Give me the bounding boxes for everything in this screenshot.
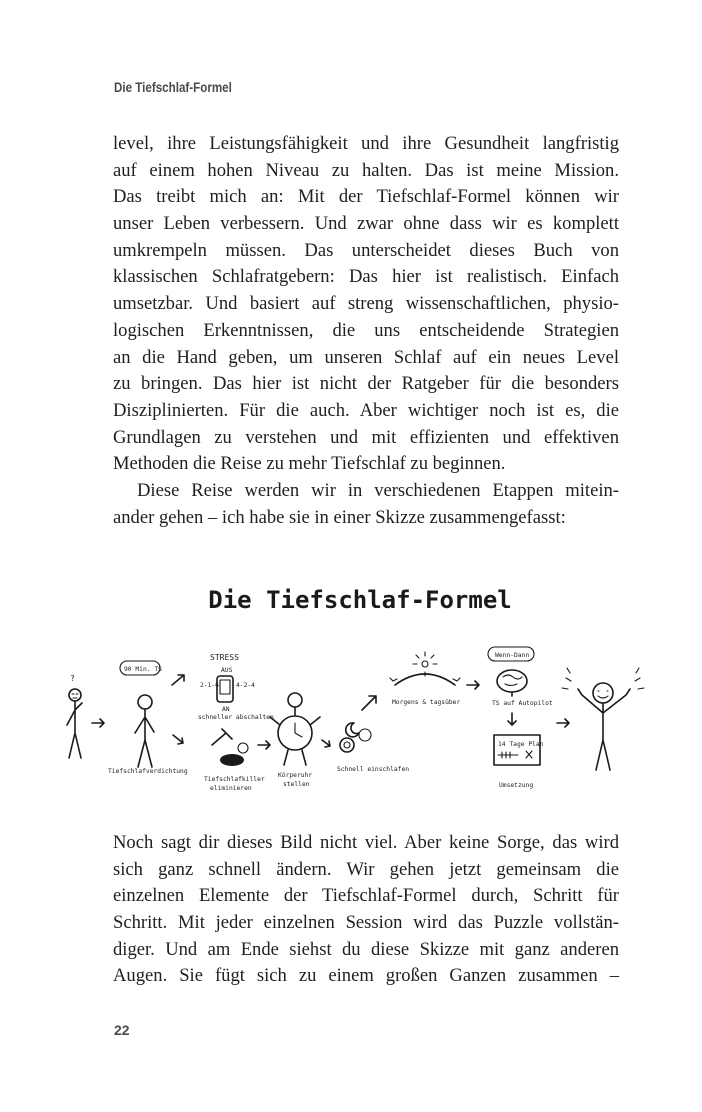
umsetzung-label: Umsetzung — [499, 782, 534, 789]
tiefschlafkiller-cluster — [204, 729, 265, 792]
speech-bubble-label: 90 Min. TS — [124, 666, 162, 673]
text-line: sich ganz schnell ändern. Wir gehen jetzt gemeinsam die — [113, 858, 619, 880]
person-speech-figure — [108, 661, 188, 775]
text-line: klassischen Schlafratgebern: Das hier ist realistisch. Einfach — [113, 266, 619, 288]
morgens-tagsueber-label: Morgens & tagsüber — [392, 699, 461, 706]
arrow-to-clock — [258, 741, 270, 749]
breath-left-label: 2-1-6 — [200, 682, 219, 689]
text-line: unser Leben verbessern. Und zwar ohne dass wir es komplett — [113, 213, 619, 235]
text-line: zu bringen. Das hier ist nicht der Ratgeber für die besonders — [113, 373, 619, 395]
arrow-to-happy — [557, 719, 569, 727]
sketch-canvas — [40, 555, 680, 805]
stress-cluster — [198, 653, 274, 721]
text-line: einzelnen Elemente der Tiefschlaf-Formel durch, Schritt für — [113, 885, 619, 907]
arrow-up-right — [172, 675, 184, 685]
confused-person-figure — [67, 674, 82, 758]
question-mark-label: ? — [70, 674, 75, 683]
14-tage-plan-label: 14 Tage Plan — [498, 741, 544, 748]
arrow-to-brain — [467, 681, 479, 689]
text-line: umsetzbar. Und basiert auf streng wissenschaftlichen, physio- — [113, 293, 619, 315]
page-number: 22 — [114, 1022, 130, 1038]
text-line: Schritt. Mit jeder einzelnen Session wird das Puzzle vollstän- — [113, 912, 619, 934]
koerperuhr-label-2: stellen — [283, 781, 310, 788]
wenn-dann-label: Wenn-Dann — [495, 652, 530, 659]
ts-autopilot-label: TS auf Autopilot — [492, 700, 553, 707]
text-line: Disziplinierten. Für die auch. Aber wichtiger noch ist es, die — [113, 399, 619, 421]
schnell-einschlafen-cluster — [337, 723, 409, 773]
tiefschlafkiller-label-1: Tiefschlafkiller — [204, 776, 265, 783]
breath-right-label: 4-2-4 — [236, 682, 255, 689]
body-paragraph-3 — [113, 830, 619, 990]
clock-figure — [270, 693, 320, 788]
text-line: auf einem hohen Niveau zu halten. Das ist meine Mission. — [113, 159, 619, 181]
text-line: Grundlagen zu verstehen und mit effizienten und effektiven — [113, 426, 619, 448]
arrow-to-sleep — [322, 740, 330, 747]
text-line: diger. Und am Ende siehst du diese Skizze mit ganz anderen — [113, 938, 619, 960]
text-line: Noch sagt dir dieses Bild nicht viel. Aber keine Sorge, das wird — [113, 832, 619, 853]
an-label: AN — [222, 706, 230, 713]
text-line: level, ihre Leistungsfähigkeit und ihre Gesundheit langfristig — [113, 133, 619, 154]
happy-person-figure — [562, 668, 644, 770]
text-line: Augen. Sie fügt sich zu einem großen Ganzen zusammen – — [113, 965, 619, 987]
text-line: umkrempeln müssen. Das unterscheidet dieses Buch von — [113, 239, 619, 261]
body-paragraph-2 — [113, 478, 619, 531]
sketch-title: Die Tiefschlaf-Formel — [208, 586, 512, 614]
arrow-1 — [92, 719, 104, 727]
schneller-abschalten-label: schneller abschalten — [198, 714, 274, 721]
arrow-down-right — [173, 735, 183, 744]
running-head: Die Tiefschlaf-Formel — [114, 80, 232, 95]
tiefschlafverdichtung-label: Tiefschlafverdichtung — [108, 768, 188, 775]
text-line: logischen Erkenntnissen, die uns entscheidende Strategien — [113, 319, 619, 341]
aus-label: AUS — [221, 667, 233, 674]
arrow-up-to-sun — [362, 696, 376, 710]
sun-arc-cluster — [390, 652, 460, 706]
schnell-einschlafen-label: Schnell einschlafen — [337, 766, 410, 773]
text-line: Methoden die Reise zu mehr Tiefschlaf zu beginnen. — [113, 453, 506, 475]
text-line: Das treibt mich an: Mit der Tiefschlaf-Formel können wir — [113, 186, 619, 208]
body-paragraph-1 — [113, 131, 619, 478]
tiefschlaf-formel-sketch — [40, 555, 680, 805]
tiefschlafkiller-label-2: eliminieren — [210, 785, 252, 792]
text-line: ander gehen – ich habe sie in einer Skizze zusammengefasst: — [113, 506, 566, 528]
text-line: an die Hand geben, um unseren Schlaf auf ein neues Level — [113, 346, 619, 368]
koerperuhr-label-1: Körperuhr — [278, 772, 313, 779]
brain-cluster — [488, 647, 553, 789]
text-line: Diese Reise werden wir in verschiedenen Etappen mitein- — [137, 480, 619, 501]
stress-label: STRESS — [210, 653, 239, 662]
